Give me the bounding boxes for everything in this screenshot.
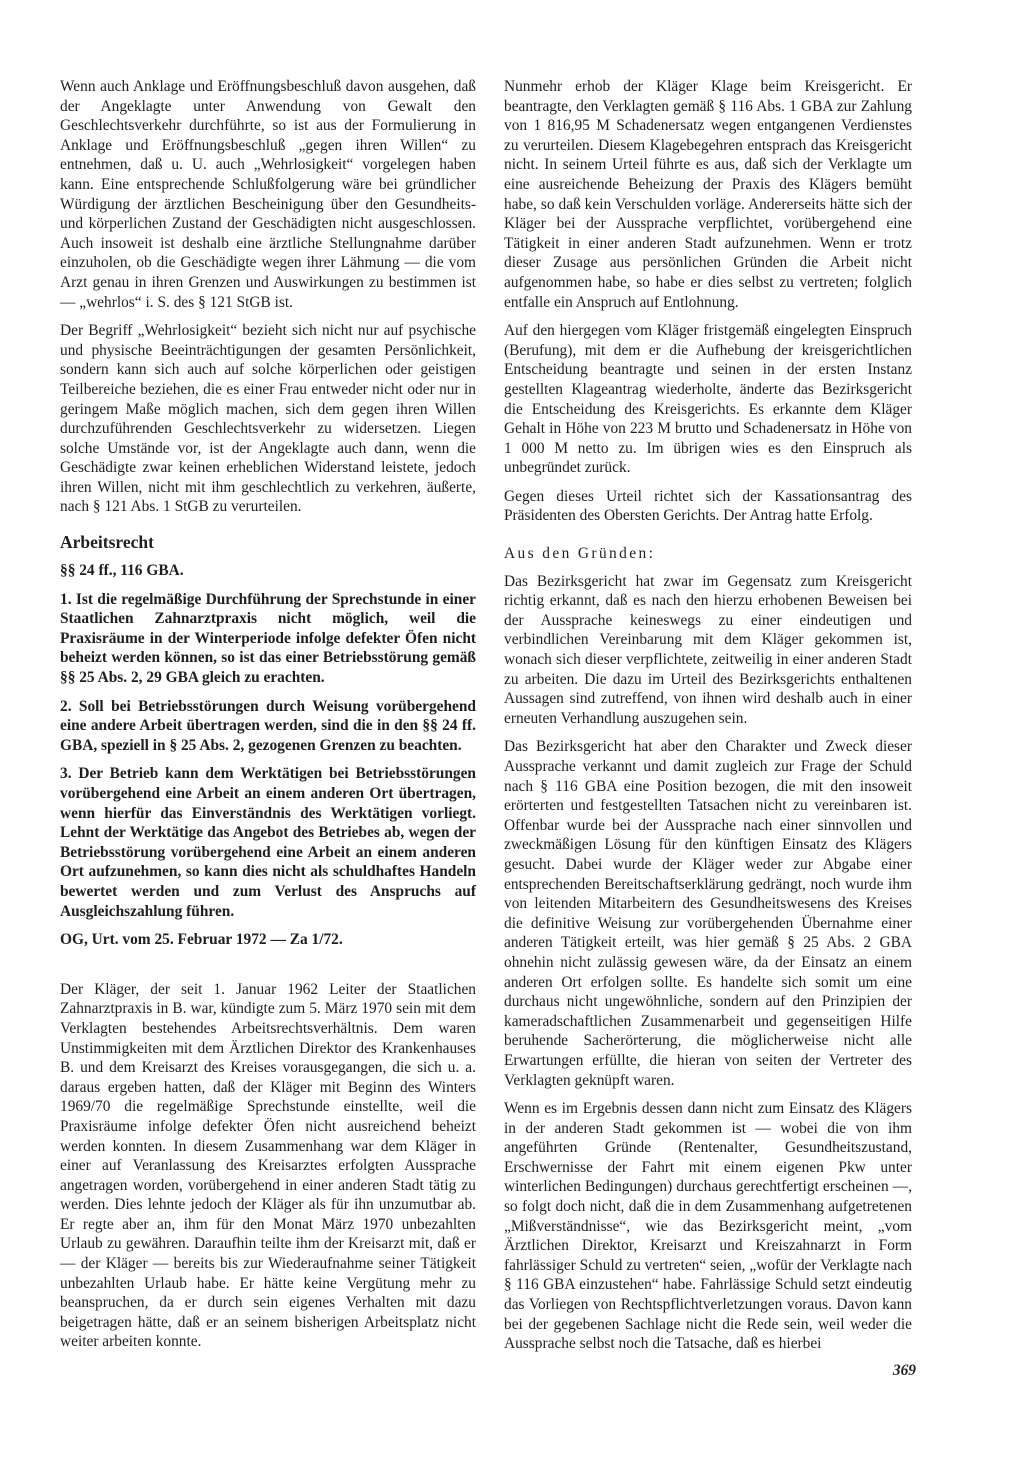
grounds-heading: Aus den Gründen:	[504, 545, 656, 563]
paragraph-grounds-2: Das Bezirksgericht hat aber den Charakter und Zweck dieser Aussprache verkannt und damit zugleich zur Frage der Schuld nach § 116 GBA eine Position bezogen, die mit den insoweit erörterten und festgestellten Tatsachen nicht zu vereinbaren ist. Offenbar wurde bei der Aussprache nach einer sinnvollen und zweckmäßigen Lösung für den künftigen Einsatz des Klägers gesucht. Dabei wurde der Kläger weder zur Abgabe einer entsprechenden Bereitschaftserklärung gedrängt, noch wurde ihm von leitenden Mitarbeitern des Gesundheitswesens des Kreises die definitive Weisung zur vorübergehenden Übernahme einer anderen Tätigkeit erteilt, was hier gemäß § 25 Abs. 2 GBA ohnehin nicht zulässig gewesen wäre, da der Einsatz an einem anderen Ort erfolgen sollte. Es handelte sich somit um eine durchaus nicht ungewöhnliche, sondern auf den Prinzipien der kameradschaftlichen Zusammenarbeit und gegenseitigen Hilfe beruhende Sacherörterung, die möglicherweise nicht alle Erwartungen erfüllte, die hieran von seiten der Vertreter des Verklagten geknüpft waren.	[504, 738, 912, 1089]
paragraph-procedure-3: Gegen dieses Urteil richtet sich der Kassationsantrag des Präsidenten des Obersten Gerichts. Der Antrag hatte Erfolg.	[504, 487, 912, 525]
court-citation: OG, Urt. vom 25. Februar 1972 — Za 1/72.	[60, 931, 343, 949]
left-column	[60, 77, 476, 1361]
paragraph-intro-1: Wenn auch Anklage und Eröffnungsbeschluß davon ausgehen, daß der Angeklagte unter Anwendung von Gewalt den Geschlechtsverkehr durchführte, so ist aus der Formulierung in Anklage und Eröffnungsbeschluß „gegen ihren Willen“ zu entnehmen, daß u. U. auch „Wehrlosigkeit“ vorgelegen haben kann. Eine entsprechende Schlußfolgerung wäre bei gründlicher Würdigung der ärztlichen Bescheinigung über den Gesundheits- und körperlichen Zustand der Geschädigten nicht ausgeschlossen. Auch insoweit ist deshalb eine ärztliche Stellungnahme darüber einzuholen, ob die Geschädigte wegen ihrer Lähmung — die vom Arzt genau in ihren Grenzen und Auswirkungen zu bestimmen ist — „wehrlos“ i. S. des § 121 StGB ist.	[60, 78, 476, 311]
headnote-3: 3. Der Betrieb kann dem Werktätigen bei Betriebsstörungen vorübergehend eine Arbeit an einem anderen Ort übertragen, wenn hierfür das Einverständnis des Werktätigen vorliegt. Lehnt der Werktätige das Angebot des Betriebes ab, wegen der Betriebsstörung vorübergehend eine Arbeit an einem anderen Ort aufzunehmen, so kann dies nicht als schuldhaftes Handeln bewertet werden und zum Verlust des Anspruchs auf Ausgleichszahlung führen.	[60, 765, 476, 920]
headnote-2: 2. Soll bei Betriebsstörungen durch Weisung vorübergehend eine andere Arbeit übertragen werden, sind die in den §§ 24 ff. GBA, speziell in § 25 Abs. 2, gezogenen Grenzen zu beachten.	[60, 697, 476, 754]
paragraph-facts: Der Kläger, der seit 1. Januar 1962 Leiter der Staatlichen Zahnarztpraxis in B. war, kündigte zum 5. März 1970 sein mit dem Verklagten bestehendes Arbeitsrechtsverhältnis. Dem waren Unstimmigkeiten mit dem Ärztlichen Direktor des Krankenhauses B. und dem Kreisarzt des Kreises vorausgegangen, die sich u. a. daraus ergeben hatten, daß der Kläger mit Beginn des Winters 1969/70 die regelmäßige Sprechstunde einstellte, weil die Praxisräume infolge defekter Öfen nicht ausreichend beheizt werden konnten. In diesem Zusammenhang war dem Kläger in einer auf Veranlassung des Kreisarztes erfolgten Aussprache angetragen worden, vorübergehend in einer anderen Stadt tätig zu werden. Dies lehnte jedoch der Kläger als für ihn unzumutbar ab. Er regte aber an, ihm für den Monat März 1970 unbezahlten Urlaub zu gewähren. Daraufhin teilte ihm der Kreisarzt mit, daß er — der Kläger — bereits bis zur Wiederaufnahme seiner Tätigkeit unbezahlten Urlaub habe. Er hätte keine Vergütung mehr zu beanspruchen, da er durch sein eigenes Verhalten mit dazu beigetragen hätte, daß er an seinem bisherigen Arbeitsplatz nicht weiter arbeiten konnte.	[60, 980, 476, 1351]
page-number: 369	[892, 1362, 916, 1379]
statute-reference: §§ 24 ff., 116 GBA.	[60, 562, 184, 580]
paragraph-procedure-1: Nunmehr erhob der Kläger Klage beim Kreisgericht. Er beantragte, den Verklagten gemäß § 116 Abs. 1 GBA zur Zahlung von 1 816,95 M Schadenersatz wegen entgangenen Verdienstes zu verurteilen. Diesem Klagebegehren entsprach das Kreisgericht nicht. In seinem Urteil führte es aus, daß sich der Verklagte um eine ausreichende Beheizung der Praxis des Klägers bemüht habe, so daß kein Verschulden vorläge. Andererseits hätte sich der Kläger bei der Aussprache verpflichtet, vorübergehend eine Tätigkeit in einer anderen Stadt aufzunehmen. Wenn er trotz dieser Zusage aus persönlichen Gründen die Arbeit nicht aufgenommen habe, so habe er dies selbst zu vertreten; folglich entfalle ein Anspruch auf Entlohnung.	[504, 78, 912, 311]
headnote-1: 1. Ist die regelmäßige Durchführung der Sprechstunde in einer Staatlichen Zahnarztpraxis nicht möglich, weil die Praxisräume in der Winterperiode infolge defekter Öfen nicht beheizt werden können, so ist das einer Betriebsstörung gemäß §§ 25 Abs. 2, 29 GBA gleich zu erachten.	[60, 590, 476, 687]
paragraph-intro-2: Der Begriff „Wehrlosigkeit“ bezieht sich nicht nur auf psychische und physische Beeinträchtigungen der gesamten Persönlichkeit, sondern kann sich auch auf solche körperlichen oder geistigen Teilbereiche beziehen, die es einer Frau entweder nicht oder nur in geringem Maße möglich machen, sich dem gegen ihren Willen durchzuführenden Geschlechtsverkehr zu widersetzen. Liegen solche Umstände vor, ist der Angeklagte auch dann, wenn die Geschädigte zwar keinen erheblichen Widerstand leistete, jedoch ihren Willen, nicht mit ihm geschlechtlich zu verkehren, äußerte, nach § 121 Abs. 1 StGB zu verurteilen.	[60, 322, 476, 516]
section-title: Arbeitsrecht	[60, 532, 154, 553]
paragraph-grounds-3: Wenn es im Ergebnis dessen dann nicht zum Einsatz des Klägers in der anderen Stadt gekommen ist — wobei die von ihm angeführten Gründe (Rentenalter, Gesundheitszustand, Erschwernisse der Fahrt mit einem eigenen Pkw unter winterlichen Bedingungen) durchaus gerechtfertigt erscheinen —, so folgt doch nicht, daß die in dem Zusammenhang aufgetretenen „Mißverständnisse“, wie das Bezirksgericht meint, „vom Ärztlichen Direktor, Kreisarzt und Kreiszahnarzt in Form fahrlässiger Schuld zu vertreten“ seien, „wofür der Verklagte nach § 116 GBA einzustehen“ habe. Fahrlässige Schuld setzt eindeutig das Vorliegen von Rechtspflichtverletzungen voraus. Davon kann bei der gegebenen Sachlage nicht die Rede sein, weil weder die Aussprache selbst noch die Tatsache, daß es hierbei	[504, 1100, 912, 1353]
paragraph-procedure-2: Auf den hiergegen vom Kläger fristgemäß eingelegten Einspruch (Berufung), mit dem er die Aufhebung der kreisgerichtlichen Entscheidung beantragte und seinen in der ersten Instanz gestellten Klageantrag wiederholte, änderte das Bezirksgericht die Entscheidung des Kreisgerichts. Es erkannte dem Kläger Gehalt in Höhe von 223 M brutto und Schadenersatz in Höhe von 1 000 M netto zu. Im übrigen wies es den Einspruch als unbegründet zurück.	[504, 322, 912, 477]
paragraph-grounds-1: Das Bezirksgericht hat zwar im Gegensatz zum Kreisgericht richtig erkannt, daß es nach den hierzu erhobenen Beweisen bei der Aussprache keineswegs zu einer eindeutigen und verbindlichen Vereinbarung mit dem Kläger gekommen ist, wonach sich dieser verpflichtete, zeitweilig in einer anderen Stadt zu arbeiten. Die dazu im Urteil des Bezirksgerichts enthaltenen Aussagen sind zutreffend, von ihnen wird deshalb auch in einer erneuten Verhandlung auszugehen sein.	[504, 572, 912, 727]
right-column	[504, 77, 912, 1363]
